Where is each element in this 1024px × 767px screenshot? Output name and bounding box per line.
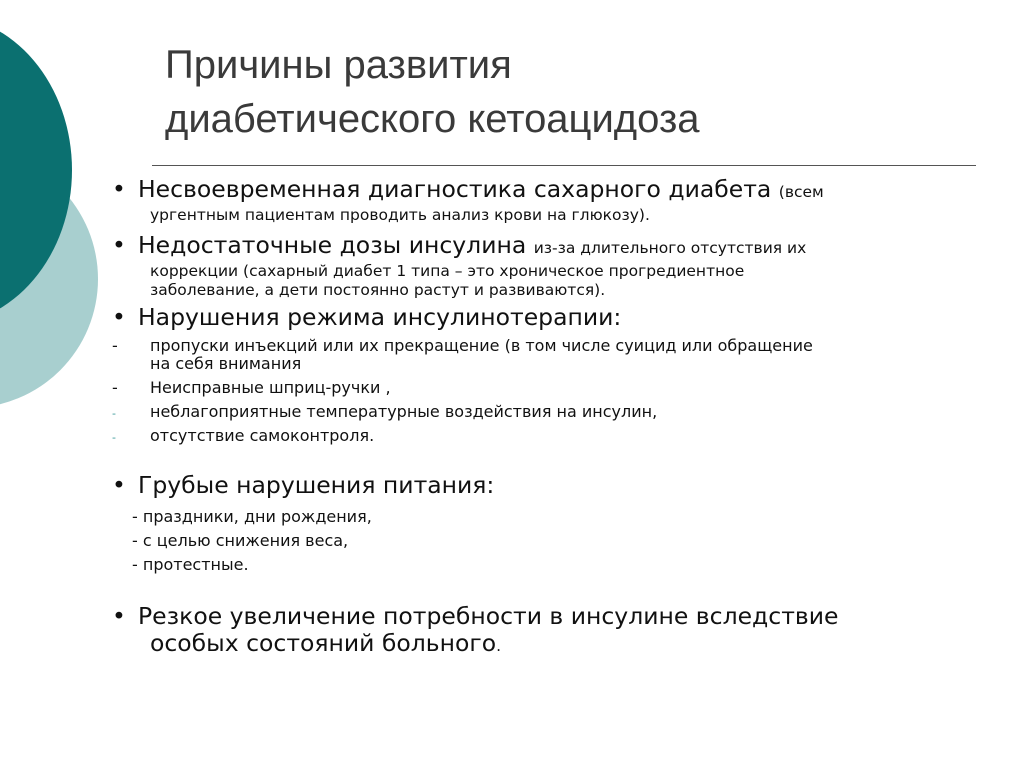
- bullet-end-mark: .: [496, 637, 502, 655]
- bullet-continuation: ургентным пациентам проводить анализ крови на глюкозу).: [150, 206, 650, 224]
- bullet-mark: •: [112, 231, 126, 259]
- sub-item: - праздники, дни рождения,: [132, 507, 372, 526]
- title-divider: [152, 165, 976, 166]
- sub-item: [112, 427, 992, 445]
- bullet-main-text: Несвоевременная диагностика сахарного диабета: [138, 175, 772, 203]
- slide-content: [112, 170, 992, 660]
- bullet-main-text-continued: особых состояний больного: [150, 629, 497, 657]
- dash-mark: -: [112, 336, 118, 355]
- bullet-main-text: Резкое увеличение потребности в инсулине вследствие: [138, 602, 839, 630]
- slide-title: [165, 38, 985, 146]
- bullet-continuation: заболевание, а дети постоянно растут и развиваются).: [150, 281, 606, 299]
- bullet-insufficient-dose: [112, 232, 992, 262]
- bullet-main-text: Нарушения режима инсулинотерапии:: [138, 303, 622, 331]
- sub-item-text: неблагоприятные температурные воздействия на инсулин,: [150, 402, 658, 421]
- bullet-therapy-violations: [112, 304, 992, 331]
- bullet-main-text: Грубые нарушения питания:: [138, 471, 495, 499]
- dash-mark: -: [112, 378, 118, 397]
- sub-item-text: Неисправные шприц-ручки ,: [150, 378, 391, 397]
- bullet-continuation: коррекции (сахарный диабет 1 типа – это хроническое прогредиентное: [150, 262, 745, 280]
- sub-item: - с целью снижения веса,: [132, 531, 349, 550]
- dash-mark: -: [112, 407, 116, 420]
- bullet-nutrition-violations: [112, 472, 992, 499]
- bullet-continuation: [112, 630, 992, 660]
- sub-item: [112, 379, 992, 397]
- bullet-main-text: Недостаточные дозы инсулина: [138, 231, 527, 259]
- bullet-increased-need: [112, 603, 992, 630]
- bullet-mark: •: [112, 471, 126, 499]
- sub-item: [112, 403, 992, 421]
- bullet-mark: •: [112, 303, 126, 331]
- bullet-mark: •: [112, 602, 126, 630]
- sub-item: [112, 337, 992, 373]
- sub-item-text: пропуски инъекций или их прекращение (в том числе суицид или обращение: [150, 336, 813, 355]
- sub-item-text-continued: на себя внимания: [150, 354, 302, 373]
- sub-item-text: отсутствие самоконтроля.: [150, 426, 375, 445]
- bullet-mark: •: [112, 175, 126, 203]
- sub-item: - протестные.: [132, 555, 249, 574]
- title-line-1: Причины развития: [165, 43, 512, 87]
- bullet-note: из-за длительного отсутствия их: [533, 239, 807, 257]
- bullet-late-diagnosis: [112, 176, 992, 206]
- bullet-note: (всем: [778, 183, 824, 201]
- dash-mark: -: [112, 431, 116, 444]
- title-line-2: диабетического кетоацидоза: [165, 97, 700, 141]
